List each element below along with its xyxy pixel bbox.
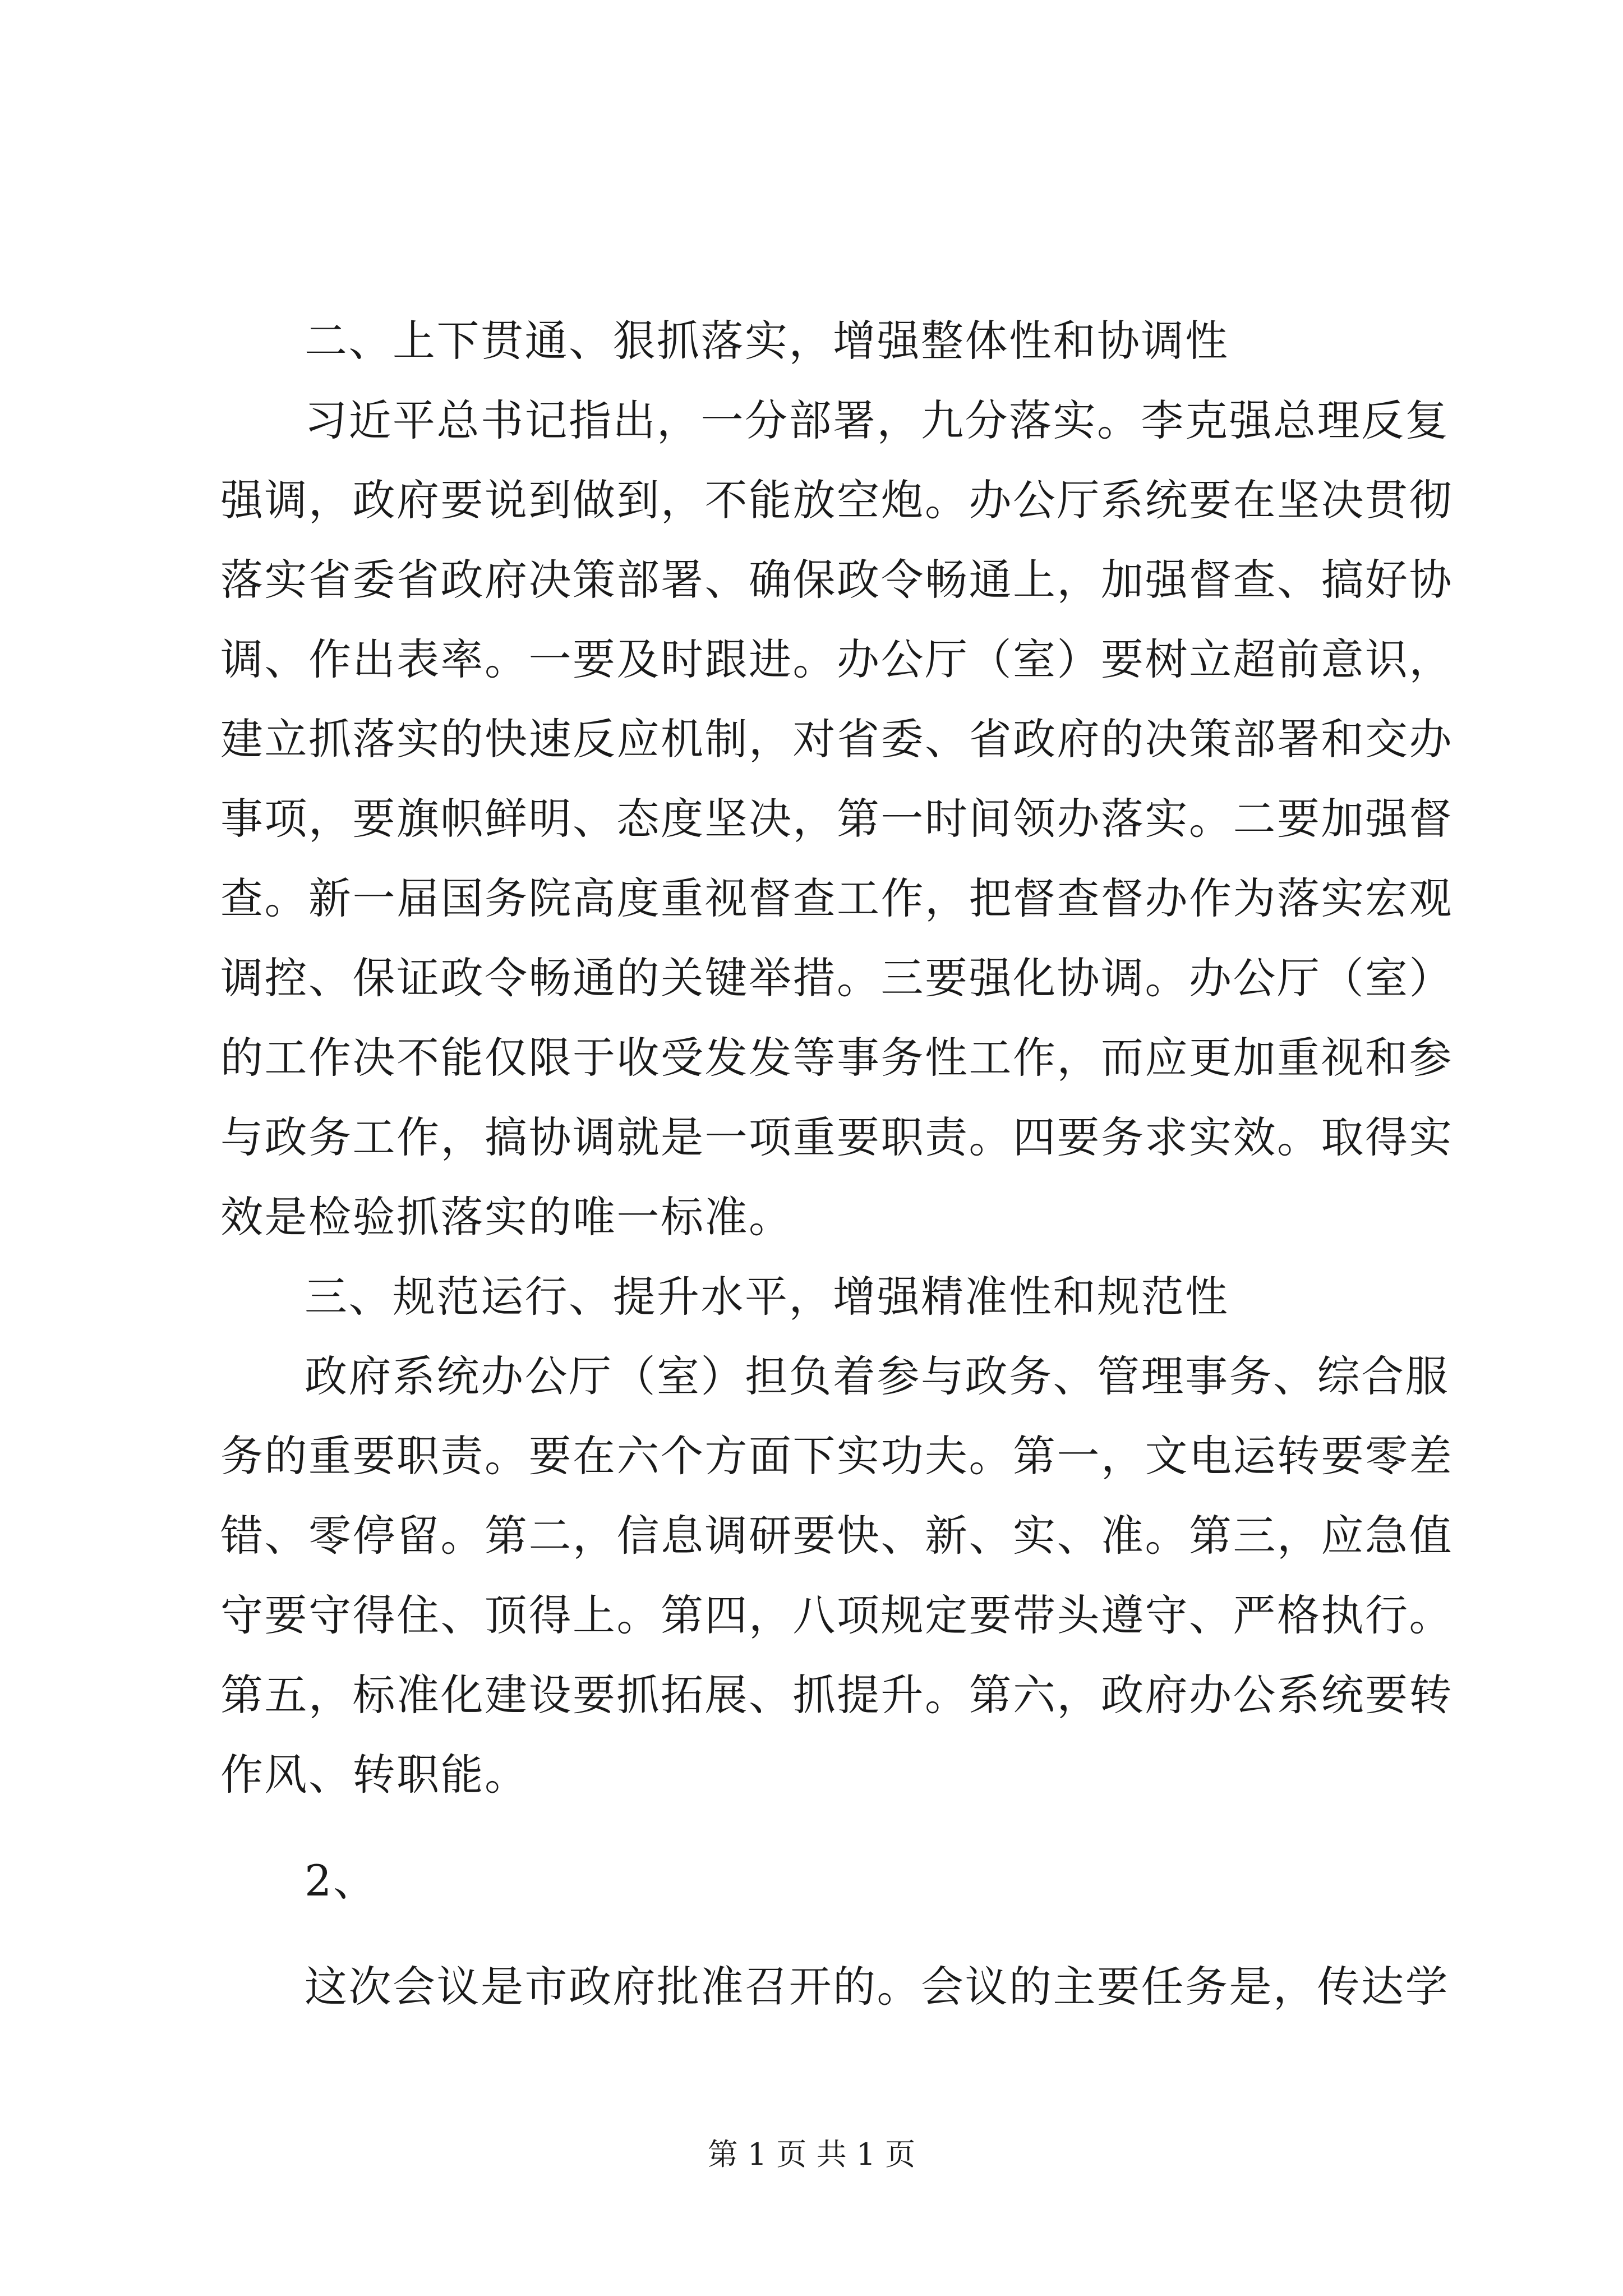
section-heading-3: 三、规范运行、提升水平，增强精准性和规范性 [305,1272,1229,1322]
item-number: 2、 [305,1856,377,1906]
paragraph-line: 调、作出表率。一要及时跟进。办公厅（室）要树立超前意识， [220,634,1453,684]
paragraph-line: 政府系统办公厅（室）担负着参与政务、管理事务、综合服 [305,1351,1449,1401]
page-footer: 第 1 页 共 1 页 [707,2137,916,2172]
paragraph-line: 事项，要旗帜鲜明、态度坚决，第一时间领办落实。二要加强督 [220,794,1453,844]
paragraph-line: 建立抓落实的快速反应机制，对省委、省政府的决策部署和交办 [220,714,1453,764]
paragraph-line: 的工作决不能仅限于收受发发等事务性工作，而应更加重视和参 [220,1033,1453,1083]
paragraph-line: 强调，政府要说到做到，不能放空炮。办公厅系统要在坚决贯彻 [220,475,1453,525]
paragraph-line: 与政务工作，搞协调就是一项重要职责。四要务求实效。取得实 [220,1112,1453,1162]
paragraph-line: 查。新一届国务院高度重视督查工作，把督查督办作为落实宏观 [220,873,1453,923]
paragraph-line: 调控、保证政令畅通的关键举措。三要强化协调。办公厅（室） [220,953,1453,1003]
paragraph-line: 务的重要职责。要在六个方面下实功夫。第一，文电运转要零差 [220,1431,1453,1481]
section-heading-2: 二、上下贯通、狠抓落实，增强整体性和协调性 [305,316,1229,366]
paragraph-line: 作风、转职能。 [220,1750,529,1800]
paragraph-line: 守要守得住、顶得上。第四，八项规定要带头遵守、严格执行。 [220,1590,1453,1640]
paragraph-line: 效是检验抓落实的唯一标准。 [220,1192,793,1242]
paragraph-line: 错、零停留。第二，信息调研要快、新、实、准。第三，应急值 [220,1511,1453,1561]
paragraph-line: 这次会议是市政府批准召开的。会议的主要任务是，传达学 [305,1962,1449,2012]
paragraph-line: 第五，标准化建设要抓拓展、抓提升。第六，政府办公系统要转 [220,1670,1453,1720]
paragraph-line: 习近平总书记指出，一分部署，九分落实。李克强总理反复 [305,395,1449,445]
document-body [220,301,1453,2027]
paragraph-line: 落实省委省政府决策部署、确保政令畅通上，加强督查、搞好协 [220,555,1453,605]
